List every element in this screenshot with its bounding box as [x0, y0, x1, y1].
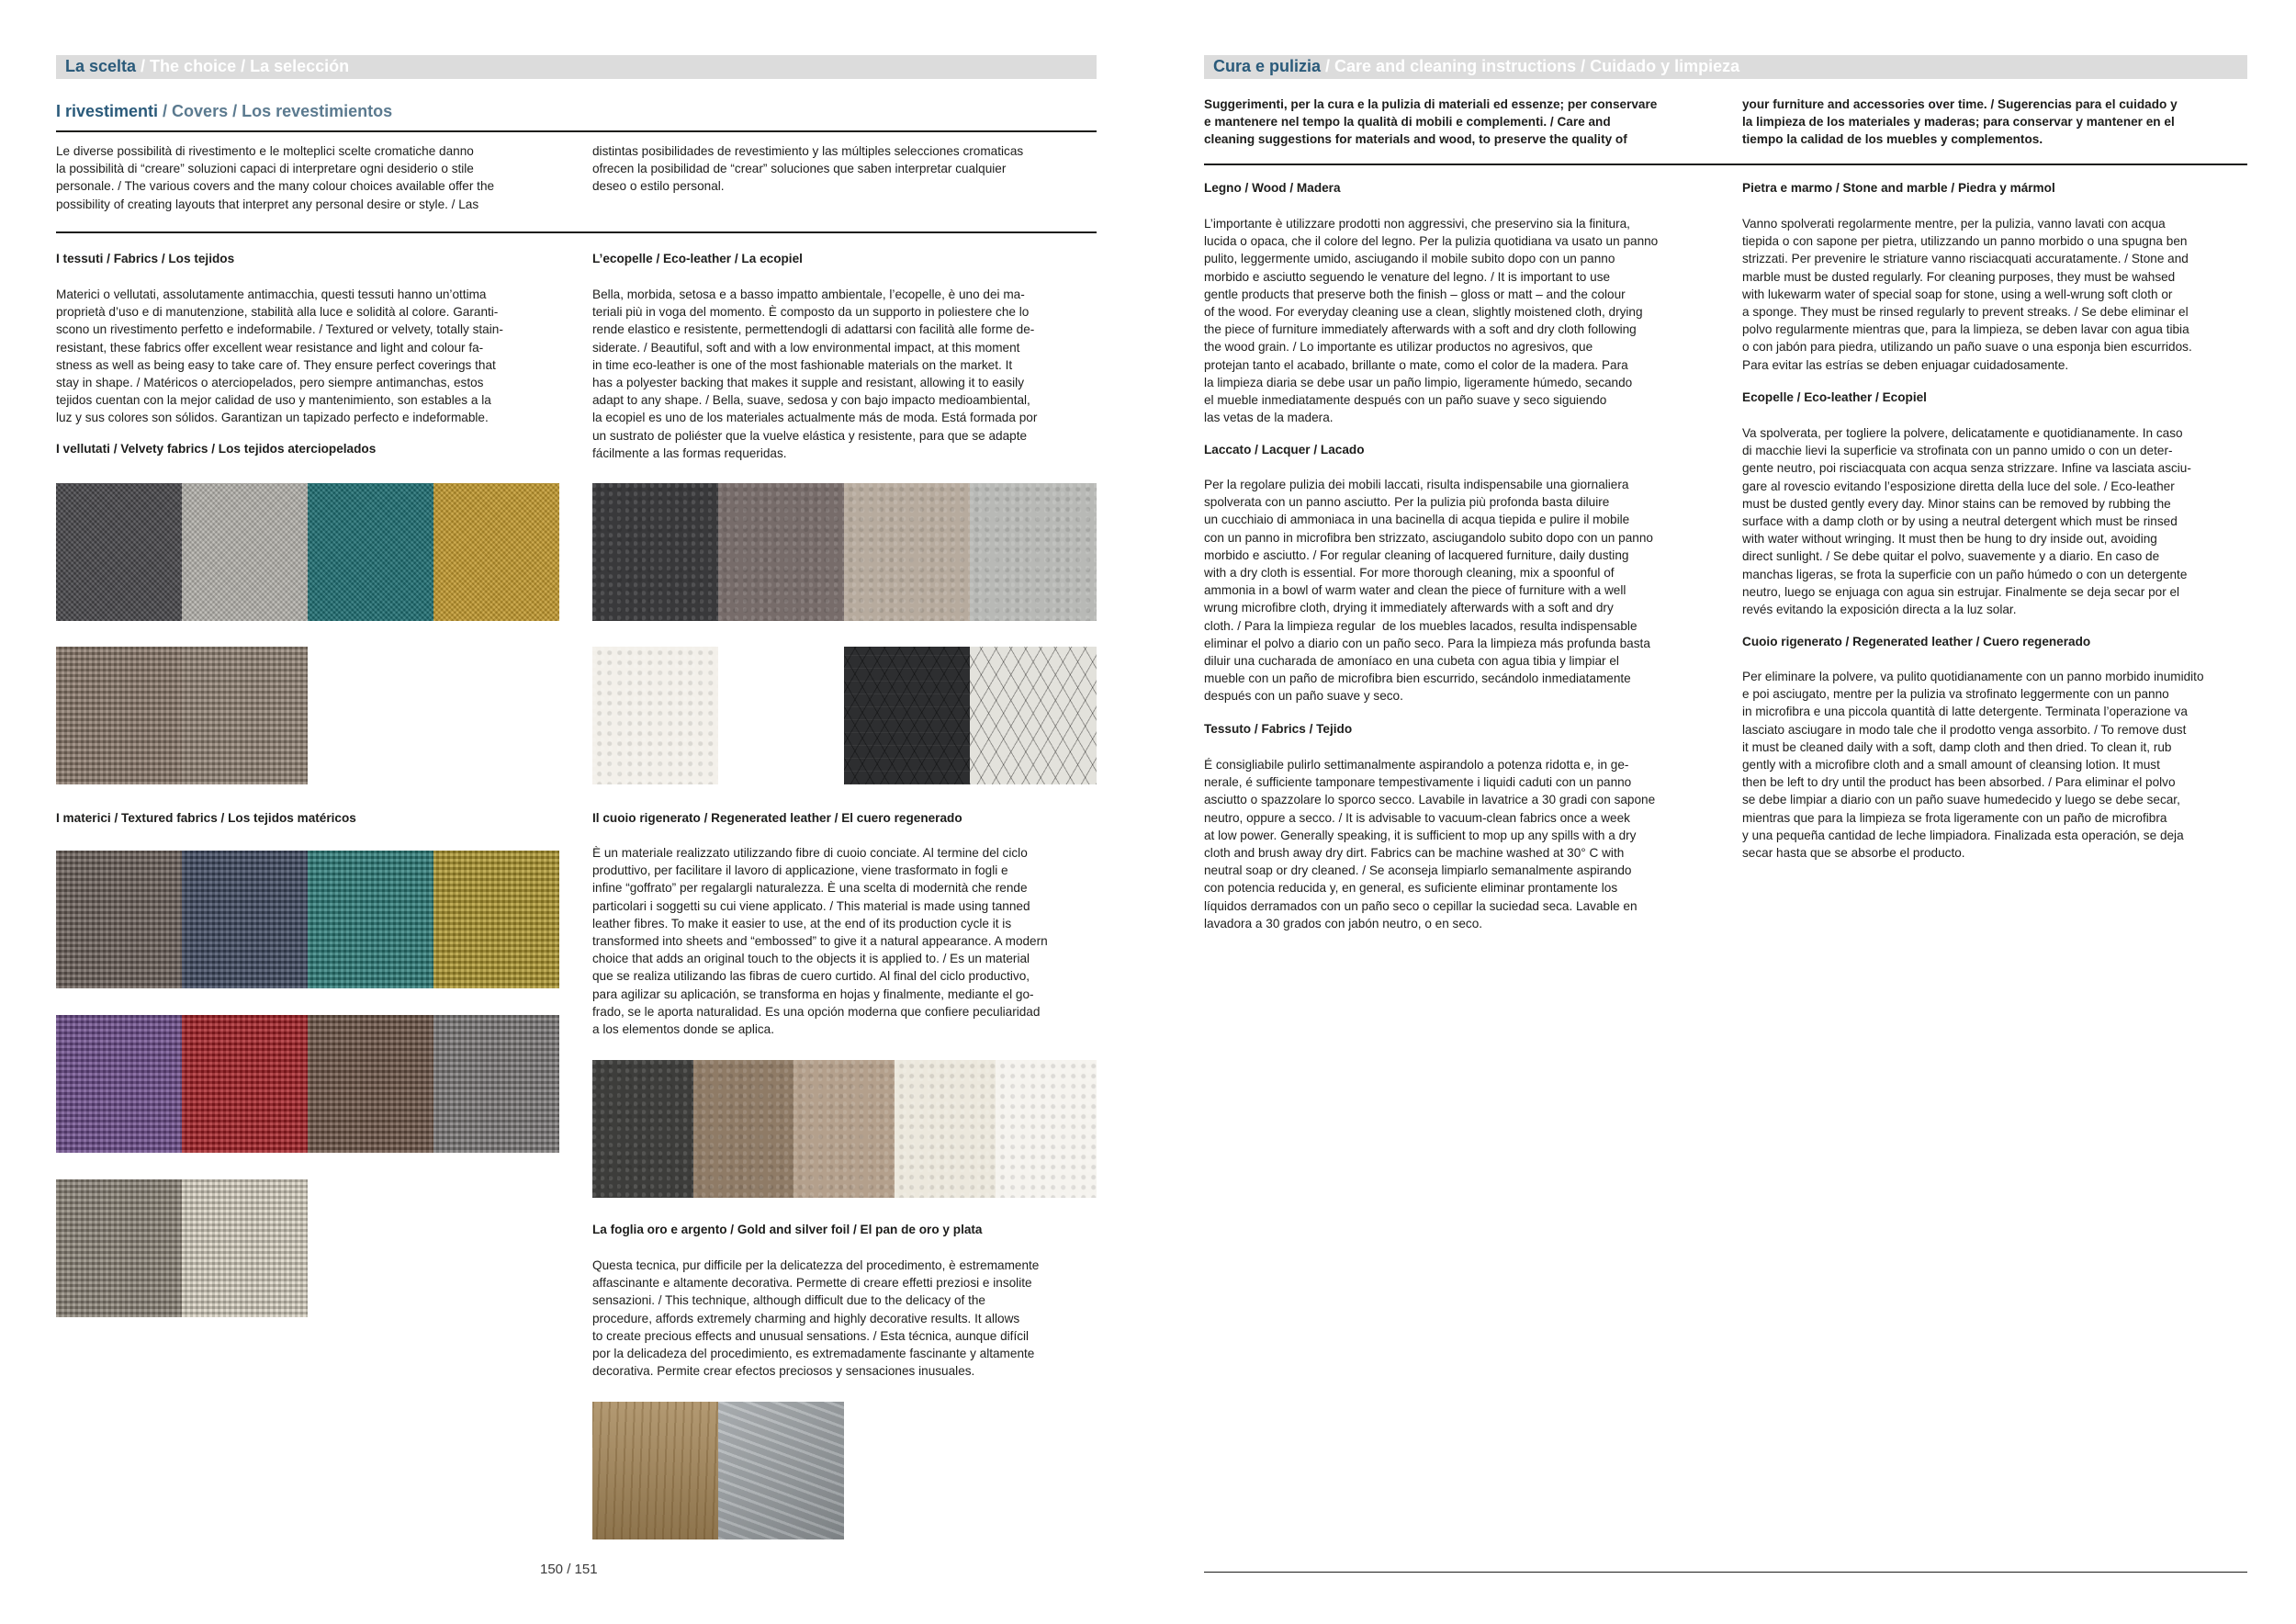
- swatch: [718, 1402, 844, 1539]
- swatch: [182, 483, 308, 621]
- ecopelle-text: Va spolverata, per togliere la polvere, delicatamente e quotidianamente. In caso di macchie lievi la superficie va strofinata con un panno umido o con un deter- gente neutro, poi risciacquata con acqua senza strizzare. Infine va lasciata asciu- gare al rovescio evitando l’esposizione diretta della luce del sole. / Eco-leather must be dusted gently every day. Minor stains can be removed by rubbing the surface with a damp cloth or by using a neutral detergent which must be rinsed with water without wringing. It must then be hung to dry inside out, avoiding direct sunlight. / Se debe quitar el polvo, suavemente y a diario. En caso de manchas ligeras, se frota la superficie con un paño húmedo o con un detergente neutro, luego se enjuaga con agua sin estrujar. Finalmente se deja secar por el revés evitando la exposición directa a la luz solar.: [1742, 426, 2191, 617]
- care-intro-col2: your furniture and accessories over time. / Sugerencias para el cuidado y la limpieza de los materiales y maderas; para conservar y mantener en el tiempo la calidad de los muebles y complementos.: [1742, 97, 2178, 147]
- page-numbers: 150 / 151: [540, 1562, 598, 1577]
- swatch: [56, 1015, 182, 1153]
- wood-heading: Legno / Wood / Madera: [1204, 181, 1341, 195]
- stone-heading: Pietra e marmo / Stone and marble / Piedra y mármol: [1742, 181, 2055, 195]
- swatch: [182, 1179, 308, 1317]
- fabrics-text: Materici o vellutati, assolutamente antimacchia, questi tessuti hanno un’ottima proprietà d’uso e di manutenzione, stabilità alla luce e solidità al colore. Garanti- scono un rivestimento perfetto e indeformabile. / Textured or velvety, totally stain- resistant, these fabrics offer excellent wear resistance and light and colour fa- stness as well as being easy to take care of. They ensure perfect coverings that stay in shape. / Matéricos o aterciopelados, pero siempre antimanchas, estos tejidos cuentan con la mejor calidad de uso y mantenimiento, son estables a la luz y sus colores son sólidos. Garantizan un tapizado perfecto e indeformable.: [56, 288, 503, 425]
- wood-text: L’importante è utilizzare prodotti non aggressivi, che preservino sia la finitura, lucida o opaca, che il colore del legno. Per la pulizia quotidiana va usato un panno pulito, leggermente umido, asciugando il mobile subito dopo con un panno morbido e asciutto seguendo le venature del legno. / It is important to use gentle products that preserve both the finish – gloss or matt – and the colour of the wood. For everyday cleaning use a clean, slightly moistened cloth, drying the piece of furniture immediately afterwards with a soft and dry cloth following the wood grain. / Lo importante es utilizar productos no agresivos, que protejan tanto el acabado, brillante o mate, como el color de la madera. Para la limpieza diaria se debe usar un paño limpio, ligeramente húmedo, secando el mueble inmediatamente después con un paño suave y seco siguiendo las vetas de la madera.: [1204, 217, 1659, 425]
- intro-col2: distintas posibilidades de revestimiento y las múltiples selecciones cromaticas ofrecen la posibilidad de “crear” soluciones que saben interpretar cualquier deseo o estilo personal.: [592, 144, 1024, 194]
- covers-heading: I rivestimenti / Covers / Los revestimientos: [56, 102, 393, 120]
- footer-rule: [1204, 1572, 2247, 1573]
- swatch: [793, 1060, 895, 1198]
- swatch: [844, 483, 970, 621]
- swatch: [844, 647, 970, 784]
- ecoleather-text: Bella, morbida, setosa e a basso impatto ambientale, l’ecopelle, è uno dei ma- teriali più in voga del momento. È composto da un supporto in poliestere che lo rende elastico e resistente, permettendogli di adattarsi con facilità alle forme de- siderate. / Beautiful, soft and with a low environmental impact, at this moment in time eco-leather is one of the most fashionable materials on the market. It has a polyester backing that makes it supple and resistant, allowing it to easily adapt to any shape. / Bella, suave, sedosa y con bajo impacto medioambiental, la ecopiel es uno de los materiales actualmente más de moda. Está formada por un sustrato de poliéster que la vuelve elástica y resistente, para que se adapte fácilmente a las formas requeridas.: [592, 288, 1038, 460]
- swatch: [56, 647, 182, 784]
- regenerated-text: È un materiale realizzato utilizzando fibre di cuoio conciate. Al termine del ciclo produttivo, per facilitare il lavoro di applicazione, viene trasformato in fogli e infine “goffrato” per regalargli naturalezza. È una scelta di modernità che rende particolari i soggetti su cui viene applicato. / This material is made using tanned leather fibres. To make it easier to use, at the end of its production cycle it is transformed into sheets and “embossed” to give it a natural appearance. A modern choice that adds an original touch to the objects it is applied to. / Es un material que se realiza utilizando las fibras de cuero curtido. Al final del ciclo productivo, para agilizar su aplicación, se transforma en hojas y finalmente, mediante el go- frado, se le aporta naturalidad. Es una opción moderna que confiere peculiaridad a los elementos donde se aplica.: [592, 846, 1048, 1037]
- divider: [56, 130, 1097, 132]
- lacquer-text: Per la regolare pulizia dei mobili laccati, risulta indispensabile una giornaliera spolverata con un panno asciutto. Per la pulizia più profonda basta diluire un cucchiaio di ammoniaca in una bacinella di acqua tiepida e pulire il mobile con un panno in microfibra ben strizzato, asciugandolo subito dopo con un panno morbido e asciutto. / For regular cleaning of lacquered furniture, daily dusting with a dry cloth is essential. For more thorough cleaning, mix a spoonful of ammonia in a bowl of warm water and clean the piece of furniture with a well wrung microfibre cloth, drying it immediately afterwards with a soft and dry cloth. / Para la limpieza regular de los muebles lacados, resulta indispensable eliminar el polvo a diario con un paño seco. Para la limpieza más profunda basta diluir una cucharada de amoníaco en una cubeta con agua tibia y limpiar el mueble con un paño de microfibra bien escurrido, secándolo inmediatamente después con un paño suave y seco.: [1204, 478, 1653, 704]
- swatch: [996, 1060, 1097, 1198]
- tessuto-heading: Tessuto / Fabrics / Tejido: [1204, 722, 1353, 736]
- foil-heading: La foglia oro e argento / Gold and silver foil / El pan de oro y plata: [592, 1223, 983, 1236]
- cuoio-heading: Cuoio rigenerato / Regenerated leather / Cuero regenerado: [1742, 635, 2091, 648]
- velvety-heading: I vellutati / Velvety fabrics / Los tejidos aterciopelados: [56, 442, 377, 456]
- swatch: [182, 1015, 308, 1153]
- textured-heading: I materici / Textured fabrics / Los tejidos matéricos: [56, 811, 356, 825]
- section-title: Cura e pulizia / Care and cleaning instructions / Cuidado y limpieza: [1213, 57, 1740, 75]
- swatch: [592, 1402, 718, 1539]
- swatch: [182, 647, 308, 784]
- intro-col1: Le diverse possibilità di rivestimento e le molteplici scelte cromatiche danno la possibilità di “creare” soluzioni capaci di interpretare ogni desiderio o stile personale. / The various covers and the many colour choices available offer the possibility of creating layouts that interpret any personal desire or style. / Las: [56, 144, 495, 211]
- swatch: [970, 647, 1097, 784]
- care-intro-col1: Suggerimenti, per la cura e la pulizia di materiali ed essenze; per conservare e mantenere nel tempo la qualità di mobili e complementi. / Care and cleaning suggestions for materials and wood, to preserve the quality of: [1204, 97, 1658, 147]
- ecopelle-heading: Ecopelle / Eco-leather / Ecopiel: [1742, 390, 1927, 404]
- swatch: [56, 1179, 182, 1317]
- ecoleather-heading: L’ecopelle / Eco-leather / La ecopiel: [592, 252, 803, 265]
- tessuto-text: É consigliabile pulirlo settimanalmente aspirandolo a potenza ridotta e, in ge- nerale, é sufficiente tamponare tempestivamente i liquidi caduti con un panno asciutto o spazzolare lo sporco secco. Lavabile in lavatrice a 30 gradi con sapone neutro, oppure a secco. / It is advisable to vacuum-clean fabrics once a week at low power. Generally speaking, it is sufficient to mop up any spills with a dry cloth and brush away dry dirt. Fabrics can be machine washed at 30° C with neutral soap or dry cleaned. / Se aconseja limpiarlo semanalmente aspirando con potencia reducida y, en general, es suficiente eliminar prontamente los líquidos derramados con un paño seco o cepillar la suciedad seca. Lavable en lavadora a 30 grados con jabón neutro, o en seco.: [1204, 758, 1656, 930]
- lacquer-heading: Laccato / Lacquer / Lacado: [1204, 443, 1365, 457]
- swatch: [592, 483, 718, 621]
- foil-text: Questa tecnica, pur difficile per la delicatezza del procedimento, è estremamente affascinante e altamente decorativa. Permette di creare effetti preziosi e insolite sensazioni. / This technique, although difficult due to the delicacy of the procedure, affords extremely charming and highly decorative results. It allows to create precious effects and unusual sensations. / Esta técnica, aunque difícil por la delicadeza del procedimiento, es extremadamente fascinante y altamente decorativa. Permite crear efectos preciosos y sensaciones inusuales.: [592, 1258, 1040, 1379]
- section-bar-care: [1204, 55, 2247, 79]
- stone-text: Vanno spolverati regolarmente mentre, per la pulizia, vanno lavati con acqua tiepida o con sapone per pietra, utilizzando un panno morbido o una spugna ben strizzati. Per prevenire le striature vanno risciacquati accuratamente. / Stone and marble must be dusted regularly. For cleaning purposes, they must be wahsed with lukewarm water of special soap for stone, using a well-wrung soft cloth or a sponge. They must be rinsed regularly to prevent streaks. / Se debe eliminar el polvo regularmente mientras que, para la limpieza, se deben lavar con agua tibia o con jabón para piedra, utilizando un paño suave o una esponja bien escurridos. Para evitar las estrías se deben enjuagar cuidadosamente.: [1742, 217, 2192, 372]
- swatch: [433, 1015, 559, 1153]
- swatch: [433, 851, 559, 988]
- swatch: [308, 483, 433, 621]
- section-bar-choice: [56, 55, 1097, 79]
- cuoio-text: Per eliminare la polvere, va pulito quotidianamente con un panno morbido inumidito e poi asciugato, mentre per la pulizia va strofinato leggermente con un panno in microfibra e una piccola quantità di latte detergente. Terminata l’operazione va lasciato asciugare in modo tale che il prodotto venga assorbito. / To remove dust it must be cleaned daily with a soft, damp cloth and then dried. To clean it, rub gently with a microfibre cloth and a small amount of cleansing lotion. It must then be left to dry until the product has been absorbed. / Para eliminar el polvo se debe limpiar a diario con un paño suave humedecido y luego se debe secar, mientras que para la limpieza se frota ligeramente con un paño de microfibra y una pequeña cantidad de leche limpiadora. Finalizada esta operación, se deja secar hasta que se absorbe el producto.: [1742, 670, 2204, 861]
- swatch: [895, 1060, 996, 1198]
- swatch: [56, 483, 182, 621]
- swatch: [592, 1060, 693, 1198]
- section-title: La scelta / The choice / La selección: [65, 57, 350, 75]
- swatch: [718, 483, 844, 621]
- fabrics-heading: I tessuti / Fabrics / Los tejidos: [56, 252, 235, 265]
- divider: [56, 231, 1097, 233]
- swatch: [308, 851, 433, 988]
- swatch: [433, 483, 559, 621]
- swatch: [308, 1015, 433, 1153]
- regenerated-heading: Il cuoio rigenerato / Regenerated leather / El cuero regenerado: [592, 811, 962, 825]
- swatch: [592, 647, 718, 784]
- swatch: [970, 483, 1097, 621]
- swatch: [182, 851, 308, 988]
- divider: [1204, 164, 2247, 165]
- swatch: [56, 851, 182, 988]
- swatch: [693, 1060, 793, 1198]
